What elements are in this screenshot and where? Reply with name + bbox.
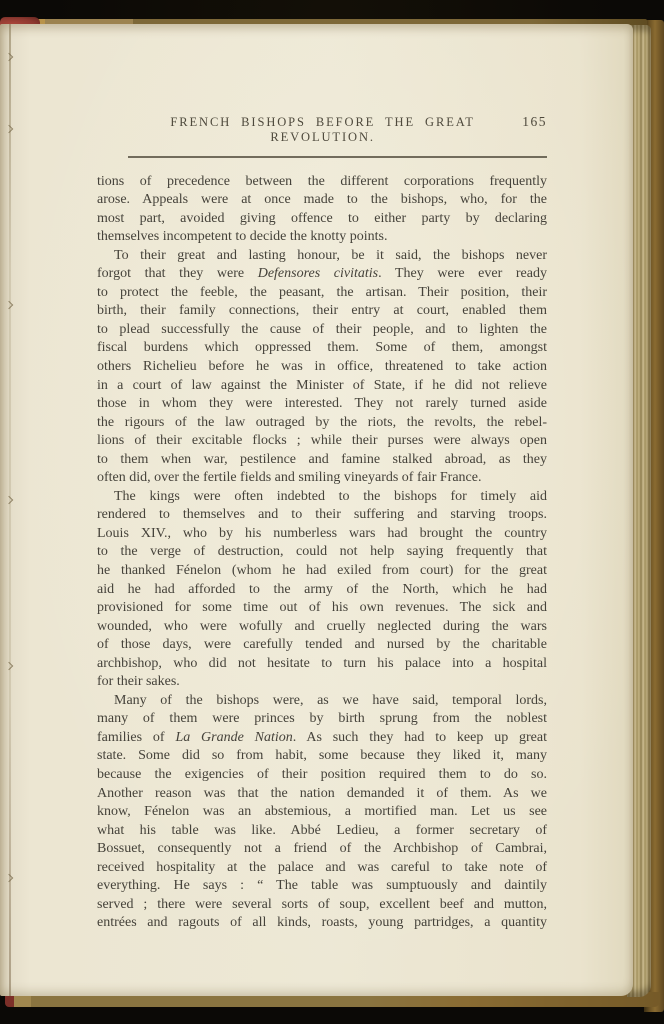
- text-line: because the exigencies of their position required them to do so.: [97, 767, 547, 782]
- header-rule: [128, 156, 547, 158]
- text-line: provisioned for some time out of his own revenues. The sick and: [97, 600, 547, 616]
- text-line: tions of precedence between the different corporations frequently: [97, 173, 547, 189]
- text-line: many of them were princes by birth sprung from the noblest: [97, 711, 547, 727]
- text-line: themselves incompetent to decide the knotty points.: [97, 229, 388, 245]
- text-segment: . As such they had to keep up great: [292, 729, 547, 745]
- page-content: [97, 24, 547, 933]
- latin-phrase: Defensores civitatis: [257, 266, 379, 282]
- text-line: of those days, were carefully tended and nursed by the charitable: [97, 637, 547, 653]
- text-line: to protect the feeble, the peasant, the artisan. Their position, their: [97, 284, 547, 300]
- text-line: Bossuet, consequently not a friend of the Archbishop of Cambrai,: [97, 841, 547, 857]
- text-line: often did, over the fertile fields and smiling vineyards of fair France.: [97, 470, 482, 486]
- text-line: received hospitality at the palace and was careful to take note of: [97, 859, 547, 875]
- text-line: most part, avoided giving offence to either party by declaring: [97, 210, 547, 226]
- text-line: for their sakes.: [97, 674, 180, 690]
- text-line: Many of the bishops were, as we have said, temporal lords,: [114, 692, 547, 708]
- text-line: arose. Appeals were at once made to the bishops, who, for the: [97, 192, 547, 208]
- text-line: what his table was like. Abbé Ledieu, a former secretary of: [97, 822, 547, 838]
- text-line: to the verge of destruction, could not help saying frequently that: [97, 544, 547, 560]
- binding-mark: [5, 53, 13, 61]
- text-line: to plead successfully the cause of their people, and to lighten the: [97, 321, 547, 337]
- text-line: [97, 265, 547, 284]
- text-line: others Richelieu before he was in office, threatened to take action: [97, 358, 547, 374]
- binding-mark: [5, 301, 13, 309]
- text-line: in a court of law against the Minister of State, if he did not relieve: [97, 377, 547, 393]
- binding-mark: [5, 662, 13, 670]
- text-line: state. Some did so from habit, some because they liked it, many: [97, 748, 547, 764]
- text-line: the rigours of the law outraged by the riots, the revolts, the rebel-: [97, 414, 547, 430]
- text-segment: families of: [97, 729, 176, 745]
- page-gutter-crease: [9, 24, 11, 996]
- text-line: Louis XIV., who by his numberless wars had brought the country: [97, 525, 547, 541]
- text-line: entrées and ragouts of all kinds, roasts, young partridges, a quantity: [97, 915, 547, 931]
- text-line: lions of their excitable flocks ; while their purses were always open: [97, 433, 547, 449]
- running-header: [97, 114, 547, 145]
- book-page: [0, 24, 633, 996]
- text-line: rendered to themselves and to their suffering and starving troops.: [97, 507, 547, 523]
- binding-mark: [5, 496, 13, 504]
- text-line: know, Fénelon was an abstemious, a mortified man. Let us see: [97, 804, 547, 820]
- text-line: those in whom they were interested. They not rarely turned aside: [97, 396, 547, 412]
- text-line: birth, their family connections, their entry at court, enabled them: [97, 303, 547, 319]
- text-line: wounded, who were wofully and cruelly neglected during the wars: [97, 618, 547, 634]
- text-line: aid he had afforded to the army of the North, which he had: [97, 581, 547, 597]
- french-phrase: La Grande Nation: [175, 729, 293, 745]
- text-line: served ; there were several sorts of soup, excellent beef and mutton,: [97, 896, 547, 912]
- text-line: [97, 729, 547, 748]
- binding-mark: [5, 125, 13, 133]
- text-line: To their great and lasting honour, be it said, the bishops never: [114, 247, 547, 263]
- page-number: 165: [522, 114, 547, 129]
- text-line: The kings were often indebted to the bishops for timely aid: [114, 488, 547, 504]
- text-line: he thanked Fénelon (whom he had exiled from court) for the great: [97, 562, 547, 578]
- text-line: everything. He says : “ The table was sumptuously and daintily: [97, 878, 547, 894]
- text-segment: forgot that they were: [97, 266, 258, 282]
- text-line: Another reason was that the nation demanded it of them. As we: [97, 785, 547, 801]
- text-segment: . They were ever ready: [378, 266, 547, 282]
- text-line: archbishop, who did not hesitate to turn his palace into a hospital: [97, 655, 547, 671]
- text-line: to them when war, pestilence and famine stalked abroad, as they: [97, 451, 547, 467]
- binding-mark: [5, 874, 13, 882]
- text-line: fiscal burdens which oppressed them. Some of them, amongst: [97, 340, 547, 356]
- page-body-text: [97, 173, 547, 933]
- running-header-title: FRENCH BISHOPS BEFORE THE GREAT REVOLUTION.: [170, 115, 475, 144]
